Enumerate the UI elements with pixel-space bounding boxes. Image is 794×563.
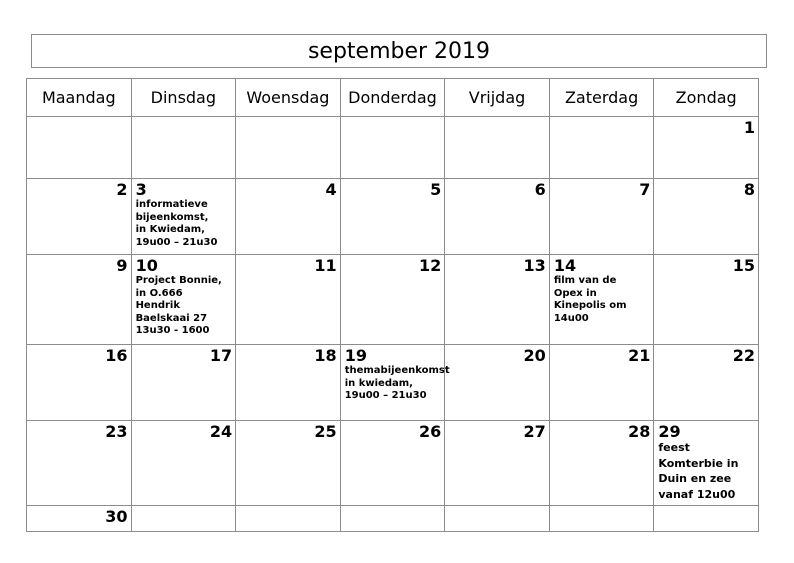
day-number: 23: [105, 422, 128, 441]
day-cell-empty: [549, 506, 654, 532]
day-cell: [654, 421, 759, 506]
week-row: [27, 345, 759, 421]
event-text: themabijeenkomst in kwiedam, 19u00 – 21u30: [344, 365, 450, 401]
day-number: 7: [639, 180, 651, 199]
day-number: 5: [430, 180, 442, 199]
day-cell: [654, 345, 759, 421]
weekday-header-row: [27, 79, 759, 117]
day-cell-empty: [236, 506, 341, 532]
week-row: [27, 255, 759, 345]
day-cell-empty: [27, 117, 132, 179]
week-row: [27, 117, 759, 179]
day-number: 1: [743, 118, 755, 137]
day-cell: [654, 117, 759, 179]
day-cell: [27, 255, 132, 345]
day-cell: [27, 506, 132, 532]
day-cell-empty: [654, 506, 759, 532]
day-number: 19: [344, 346, 367, 365]
day-cell: [445, 255, 550, 345]
day-cell: [654, 179, 759, 255]
day-number: 6: [534, 180, 546, 199]
day-number: 25: [314, 422, 337, 441]
day-cell-empty: [549, 117, 654, 179]
day-number: 15: [732, 256, 755, 275]
weekday-header: Vrijdag: [445, 79, 550, 117]
day-cell: [549, 255, 654, 345]
day-number: 22: [732, 346, 755, 365]
day-cell: [131, 255, 236, 345]
day-number: 13: [523, 256, 546, 275]
day-cell: [236, 179, 341, 255]
weekday-header: Zaterdag: [549, 79, 654, 117]
day-cell-empty: [236, 117, 341, 179]
day-number: 9: [116, 256, 128, 275]
day-number: 30: [105, 507, 128, 526]
week-row: [27, 506, 759, 532]
weekday-header: Woensdag: [236, 79, 341, 117]
day-cell: [131, 421, 236, 506]
event-text: film van de Opex in Kinepolis om 14u00: [553, 275, 627, 324]
day-cell: [131, 179, 236, 255]
day-cell: [445, 345, 550, 421]
day-cell-empty: [131, 117, 236, 179]
day-cell: [131, 345, 236, 421]
day-number: 17: [209, 346, 233, 365]
day-number: 20: [523, 346, 546, 365]
day-number: 3: [135, 180, 147, 199]
day-cell: [549, 345, 654, 421]
weekday-header: Dinsdag: [131, 79, 236, 117]
week-row: [27, 179, 759, 255]
weekday-header: Maandag: [27, 79, 132, 117]
day-number: 29: [658, 422, 681, 441]
calendar-grid: [26, 78, 759, 532]
weekday-header: Donderdag: [340, 79, 445, 117]
day-cell-empty: [340, 506, 445, 532]
day-cell: [236, 345, 341, 421]
day-cell: [27, 421, 132, 506]
event-text: informatieve bijeenkomst, in Kwiedam, 19u00 – 21u30: [135, 199, 218, 248]
day-cell: [445, 179, 550, 255]
day-cell: [340, 345, 450, 421]
day-cell: [549, 421, 654, 506]
day-cell-empty: [445, 506, 550, 532]
day-cell: [549, 179, 654, 255]
day-number: 12: [418, 256, 442, 275]
day-cell-empty: [445, 117, 550, 179]
day-cell: [27, 345, 132, 421]
day-number: 10: [135, 256, 158, 275]
day-number: 8: [743, 180, 755, 199]
day-cell: [340, 179, 445, 255]
day-cell: [27, 179, 132, 255]
day-cell: [340, 421, 445, 506]
week-row: [27, 421, 759, 506]
event-text: feest Komterbie in Duin en zee vanaf 12u00: [658, 441, 739, 501]
day-number: 14: [553, 256, 577, 275]
day-number: 27: [523, 422, 546, 441]
day-cell: [340, 255, 445, 345]
day-cell: [445, 421, 550, 506]
day-number: 24: [209, 422, 233, 441]
day-number: 18: [314, 346, 337, 365]
event-text: Project Bonnie, in O.666 Hendrik Baelskaai 27 13u30 - 1600: [135, 275, 222, 336]
calendar-title: september 2019: [31, 34, 767, 68]
day-cell-empty: [131, 506, 236, 532]
weekday-header: Zondag: [654, 79, 759, 117]
day-cell-empty: [340, 117, 445, 179]
day-cell: [654, 255, 759, 345]
day-number: 26: [418, 422, 442, 441]
day-cell: [236, 421, 341, 506]
day-number: 4: [325, 180, 337, 199]
day-cell: [236, 255, 341, 345]
day-number: 2: [116, 180, 128, 199]
day-number: 16: [105, 346, 128, 365]
day-number: 11: [314, 256, 337, 275]
day-number: 28: [628, 422, 651, 441]
day-number: 21: [628, 346, 651, 365]
